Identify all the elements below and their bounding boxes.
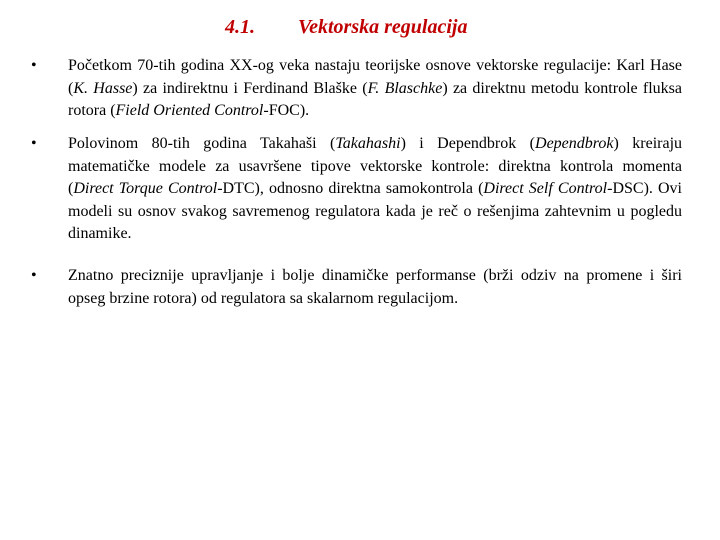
section-number: 4.1. [225,16,255,38]
list-item-text: Znatno preciznije upravljanje i bolje dinamičke performanse (brži odziv na promene i širi opseg brzine rotora) od regulatora sa skalarnom regulacijom. [68,267,682,307]
list-item-text: Početkom 70-tih godina XX-og veka nastaju teorijske osnove vektorske regulacije: Karl Hase (K. Hasse) za indirektnu i Ferdinand Blaške (F. Blaschke) za direktnu metodu kontrole fluksa rotora (Field Oriented Control-FOC). [68,57,682,119]
list-item-text: Polovinom 80-tih godina Takahaši (Takahashi) i Dependbrok (Dependbrok) kreiraju matematičke modele za usavršene tipove vektorske kontrole: direktna kontrola momenta (Direct Torque Control-DTC), odnosno direktna samokontrola (Direct Self Control-DSC). Ovi modeli su osnov svakog savremenog regulatora kada je reč o rešenjima zahtevnim u pogledu dinamike. [68,135,683,242]
bullet-marker: • [31,267,37,284]
section-title: Vektorska regulacija [298,16,468,38]
bullet-marker: • [31,135,37,152]
bullet-marker: • [31,57,37,74]
